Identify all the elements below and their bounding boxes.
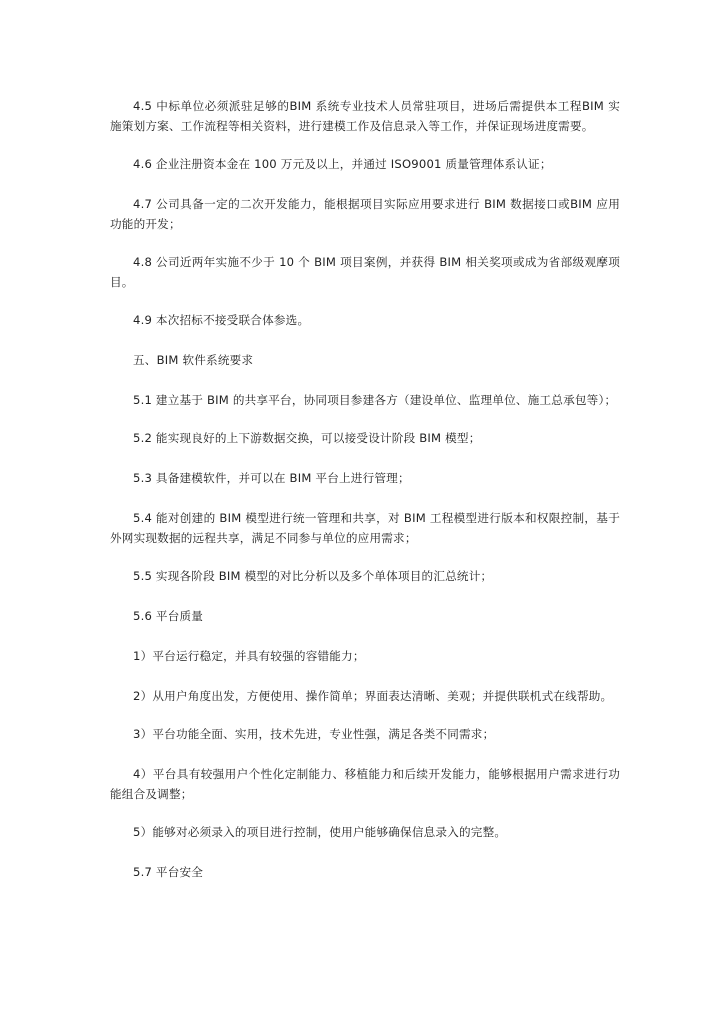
paragraph-5-1: 5.1 建立基于 BIM 的共享平台，协同项目参建各方（建设单位、监理单位、施工总承包等）； (133, 393, 617, 407)
paragraph-4-6: 4.6 企业注册资本金在 100 万元及以上，并通过 ISO9001 质量管理体系认证； (133, 157, 552, 171)
section-heading-5: 五、BIM 软件系统要求 (133, 353, 254, 367)
list-item-5: 5）能够对必须录入的项目进行控制，使用户能够确保信息录入的完整。 (133, 825, 507, 839)
subheading-5-7: 5.7 平台安全 (133, 865, 204, 879)
paragraph-5-2: 5.2 能实现良好的上下游数据交换，可以接受设计阶段 BIM 模型； (133, 431, 481, 445)
list-item-2: 2）从用户角度出发，方便使用、操作简单；界面表达清晰、美观；并提供联机式在线帮助。 (133, 689, 613, 703)
paragraph-4-9: 4.9 本次招标不接受联合体参选。 (133, 313, 310, 327)
list-item-3: 3）平台功能全面、实用，技术先进，专业性强，满足各类不同需求； (133, 727, 495, 741)
paragraph-5-4: 5.4 能对创建的 BIM 模型进行统一管理和共享，对 BIM 工程模型进行版本和权限控制，基于外网实现数据的远程共享，满足不同参与单位的应用需求； (110, 511, 620, 545)
list-item-4: 4）平台具有较强用户个性化定制能力、移植能力和后续开发能力，能够根据用户需求进行功能组合及调整； (110, 767, 620, 801)
paragraph-5-5: 5.5 实现各阶段 BIM 模型的对比分析以及多个单体项目的汇总统计； (133, 569, 493, 583)
paragraph-5-3: 5.3 具备建模软件，并可以在 BIM 平台上进行管理； (133, 471, 410, 485)
document-body (110, 96, 620, 902)
paragraph-4-7: 4.7 公司具备一定的二次开发能力，能根据项目实际应用要求进行 BIM 数据接口或BIM 应用功能的开发； (110, 197, 620, 231)
subheading-5-6: 5.6 平台质量 (133, 609, 204, 623)
list-item-1: 1）平台运行稳定，并具有较强的容错能力； (133, 649, 365, 663)
paragraph-4-8: 4.8 公司近两年实施不少于 10 个 BIM 项目案例，并获得 BIM 相关奖项或成为省部级观摩项目。 (110, 255, 620, 289)
paragraph-4-5: 4.5 中标单位必须派驻足够的BIM 系统专业技术人员常驻项目，进场后需提供本工程BIM 实施策划方案、工作流程等相关资料，进行建模工作及信息录入等工作，并保证现场进度需要。 (110, 99, 620, 133)
